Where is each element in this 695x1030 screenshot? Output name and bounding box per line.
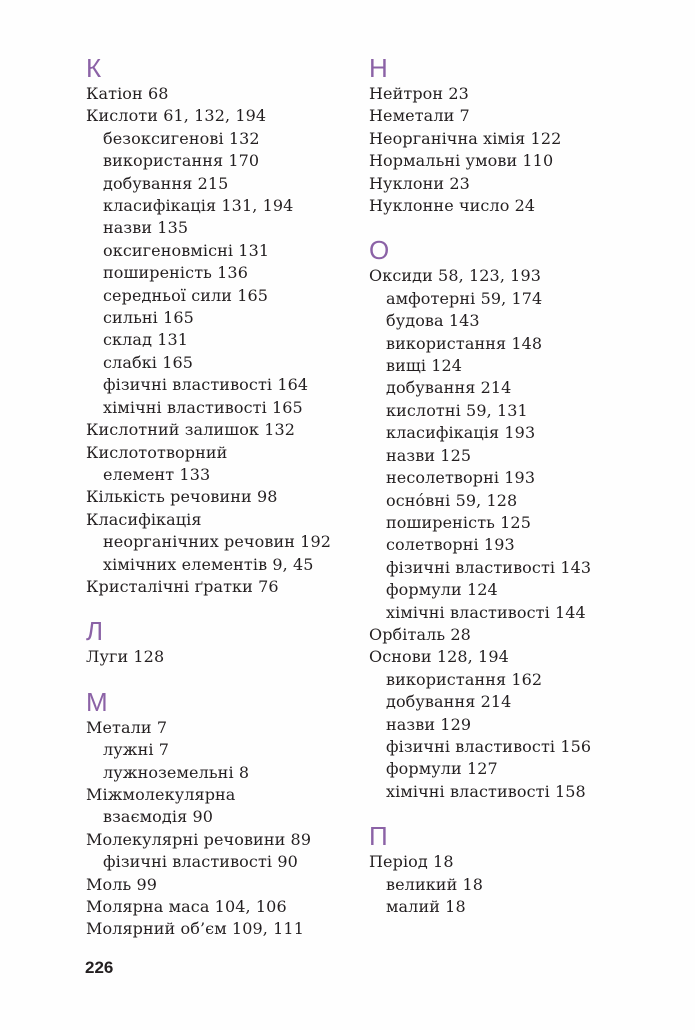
index-entry: Неорганічна хімія 122 [369, 128, 562, 148]
index-subentry: фізичні властивості 90 [103, 852, 298, 872]
index-entry: Нуклони 23 [369, 173, 470, 193]
index-entry: Кількість речовини 98 [86, 487, 278, 507]
index-subentry: добування 214 [386, 692, 512, 712]
index-subentry: класифікація 131, 194 [103, 196, 294, 216]
index-section [86, 687, 356, 941]
index-subentry: добування 214 [386, 378, 512, 398]
index-subentry: добування 215 [103, 173, 229, 193]
index-section [369, 53, 669, 217]
section-letter: П [369, 821, 388, 852]
index-subentry: формули 127 [386, 759, 498, 779]
index-subentry: неорганічних речовин 192 [103, 532, 332, 552]
index-subentry: елемент 133 [103, 464, 211, 484]
index-entry: Період 18 [369, 852, 454, 872]
index-subentry: назви 135 [103, 218, 189, 238]
index-subentry: оснóвні 59, 128 [386, 490, 518, 510]
page-number: 226 [85, 958, 114, 977]
index-subentry: фізичні властивості 143 [386, 557, 592, 577]
section-letter: Н [369, 53, 388, 83]
index-subentry: взаємодія 90 [103, 807, 214, 827]
index-entry: Молярний об’єм 109, 111 [86, 919, 304, 939]
index-subentry: будова 143 [386, 311, 480, 331]
index-subentry: сильні 165 [103, 308, 194, 328]
index-entry: Основи 128, 194 [369, 647, 509, 667]
index-entry: Кислоти 61, 132, 194 [86, 106, 267, 126]
index-subentry: поширеність 136 [103, 263, 248, 283]
index-section [86, 616, 356, 668]
index-subentry: хімічних елементів 9, 45 [103, 554, 314, 574]
index-entry: Орбіталь 28 [369, 624, 471, 644]
index-subentry: слабкі 165 [103, 352, 194, 372]
index-subentry: лужні 7 [103, 740, 170, 760]
index-subentry: хімічні властивості 165 [103, 397, 303, 417]
section-letter: Л [86, 616, 104, 647]
index-entry: Класифікація [86, 509, 202, 529]
index-entry: Луги 128 [86, 647, 165, 667]
index-column-right [369, 53, 669, 918]
index-entry: Нормальні умови 110 [369, 151, 554, 171]
index-entry: Міжмолекулярна [86, 784, 236, 804]
index-entry: Метали 7 [86, 717, 168, 737]
index-subentry: формули 124 [386, 580, 498, 600]
index-entry: Нейтрон 23 [369, 84, 469, 103]
index-subentry: класифікація 193 [386, 423, 536, 443]
index-subentry: кислотні 59, 131 [386, 400, 528, 420]
section-letter: О [369, 235, 390, 266]
index-subentry: амфотерні 59, 174 [386, 288, 543, 308]
index-section [369, 821, 669, 918]
index-column-left [86, 53, 356, 941]
index-entry: Молярна маса 104, 106 [86, 897, 287, 916]
index-subentry: вищі 124 [386, 356, 463, 376]
index-subentry: великий 18 [386, 874, 484, 894]
index-section [86, 53, 356, 598]
index-entry: Кислотний залишок 132 [86, 420, 296, 440]
index-subentry: хімічні властивості 144 [386, 602, 586, 622]
index-entry: Молекулярні речовини 89 [86, 829, 312, 849]
index-entry: Моль 99 [86, 874, 158, 894]
index-section [369, 235, 669, 803]
section-letter: М [86, 686, 108, 717]
index-subentry: малий 18 [386, 897, 466, 916]
index-subentry: безоксигенові 132 [103, 128, 260, 148]
index-subentry: назви 129 [386, 714, 472, 734]
index-subentry: склад 131 [103, 330, 189, 350]
index-entry: Кристалічні ґратки 76 [86, 576, 279, 596]
index-subentry: використання 162 [386, 669, 543, 689]
index-entry: Неметали 7 [369, 106, 470, 126]
index-subentry: несолетворні 193 [386, 468, 536, 488]
index-subentry: фізичні властивості 164 [103, 375, 309, 395]
index-entry: Катіон 68 [86, 84, 169, 103]
index-subentry: назви 125 [386, 445, 472, 465]
index-subentry: використання 170 [103, 151, 260, 171]
index-subentry: фізичні властивості 156 [386, 736, 592, 756]
section-letter: К [86, 53, 102, 83]
index-subentry: поширеність 125 [386, 512, 531, 532]
index-subentry: хімічні властивості 158 [386, 781, 586, 801]
index-subentry: лужноземельні 8 [103, 762, 250, 782]
index-entry: Кислототворний [86, 442, 228, 462]
index-subentry: оксигеновмісні 131 [103, 240, 270, 260]
index-subentry: солетворні 193 [386, 535, 515, 555]
index-entry: Нуклонне число 24 [369, 196, 536, 216]
index-subentry: середньої сили 165 [103, 285, 269, 305]
index-entry: Оксиди 58, 123, 193 [369, 266, 542, 286]
index-subentry: використання 148 [386, 333, 543, 353]
